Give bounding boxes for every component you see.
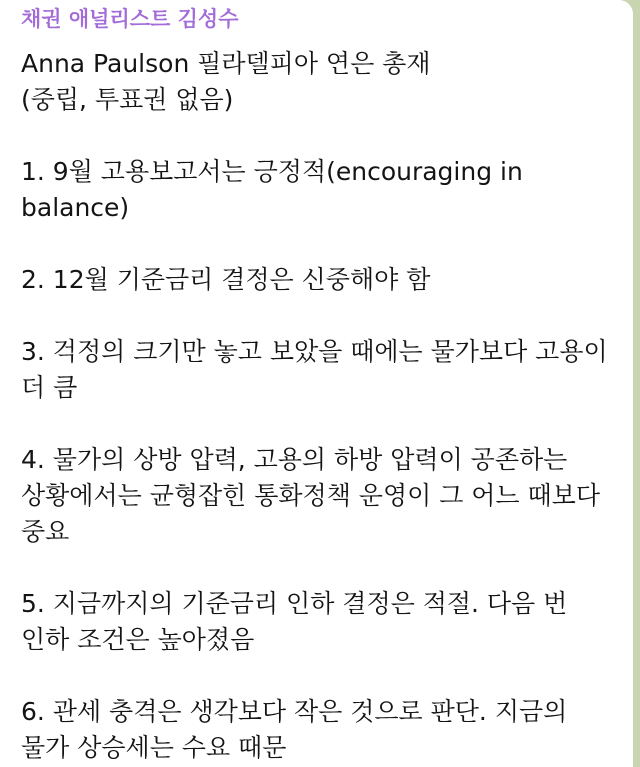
message-line: 5. 지금까지의 기준금리 인하 결정은 적절. 다음 번 [21,589,568,618]
paragraph-gap [21,226,621,262]
paragraph-point-2 [21,262,621,298]
message-line: 2. 12월 기준금리 결정은 신중해야 함 [21,265,431,294]
message-line: 상황에서는 균형잡힌 통화정책 운영이 그 어느 때보다 [21,481,600,510]
message-text [21,46,621,766]
message-line: 4. 물가의 상방 압력, 고용의 하방 압력이 공존하는 [21,445,568,474]
message-line: Anna Paulson 필라델피아 연은 총재 [21,49,431,78]
paragraph-point-6 [21,694,621,766]
message-line: 6. 관세 충격은 생각보다 작은 것으로 판단. 지금의 [21,697,568,726]
sender-name[interactable]: 채권 애널리스트 김성수 [21,7,239,31]
message-line: 인하 조건은 높아졌음 [21,625,255,654]
paragraph-point-4 [21,442,621,550]
message-line: 1. 9월 고용보고서는 긍정적(encouraging in [21,157,523,186]
paragraph-gap [21,406,621,442]
paragraph-point-3 [21,334,621,406]
paragraph-gap [21,298,621,334]
paragraph-gap [21,118,621,154]
paragraph-point-5 [21,586,621,658]
message-line: balance) [21,193,130,222]
message-line: (중립, 투표권 없음) [21,85,234,114]
message-line: 중요 [21,517,70,546]
paragraph-header [21,46,621,118]
message-line: 3. 걱정의 크기만 놓고 보았을 때에는 물가보다 고용이 [21,337,608,366]
paragraph-point-1 [21,154,621,226]
message-line: 물가 상승세는 수요 때문 [21,733,287,762]
paragraph-gap [21,550,621,586]
message-line: 더 큼 [21,373,78,402]
paragraph-gap [21,658,621,694]
